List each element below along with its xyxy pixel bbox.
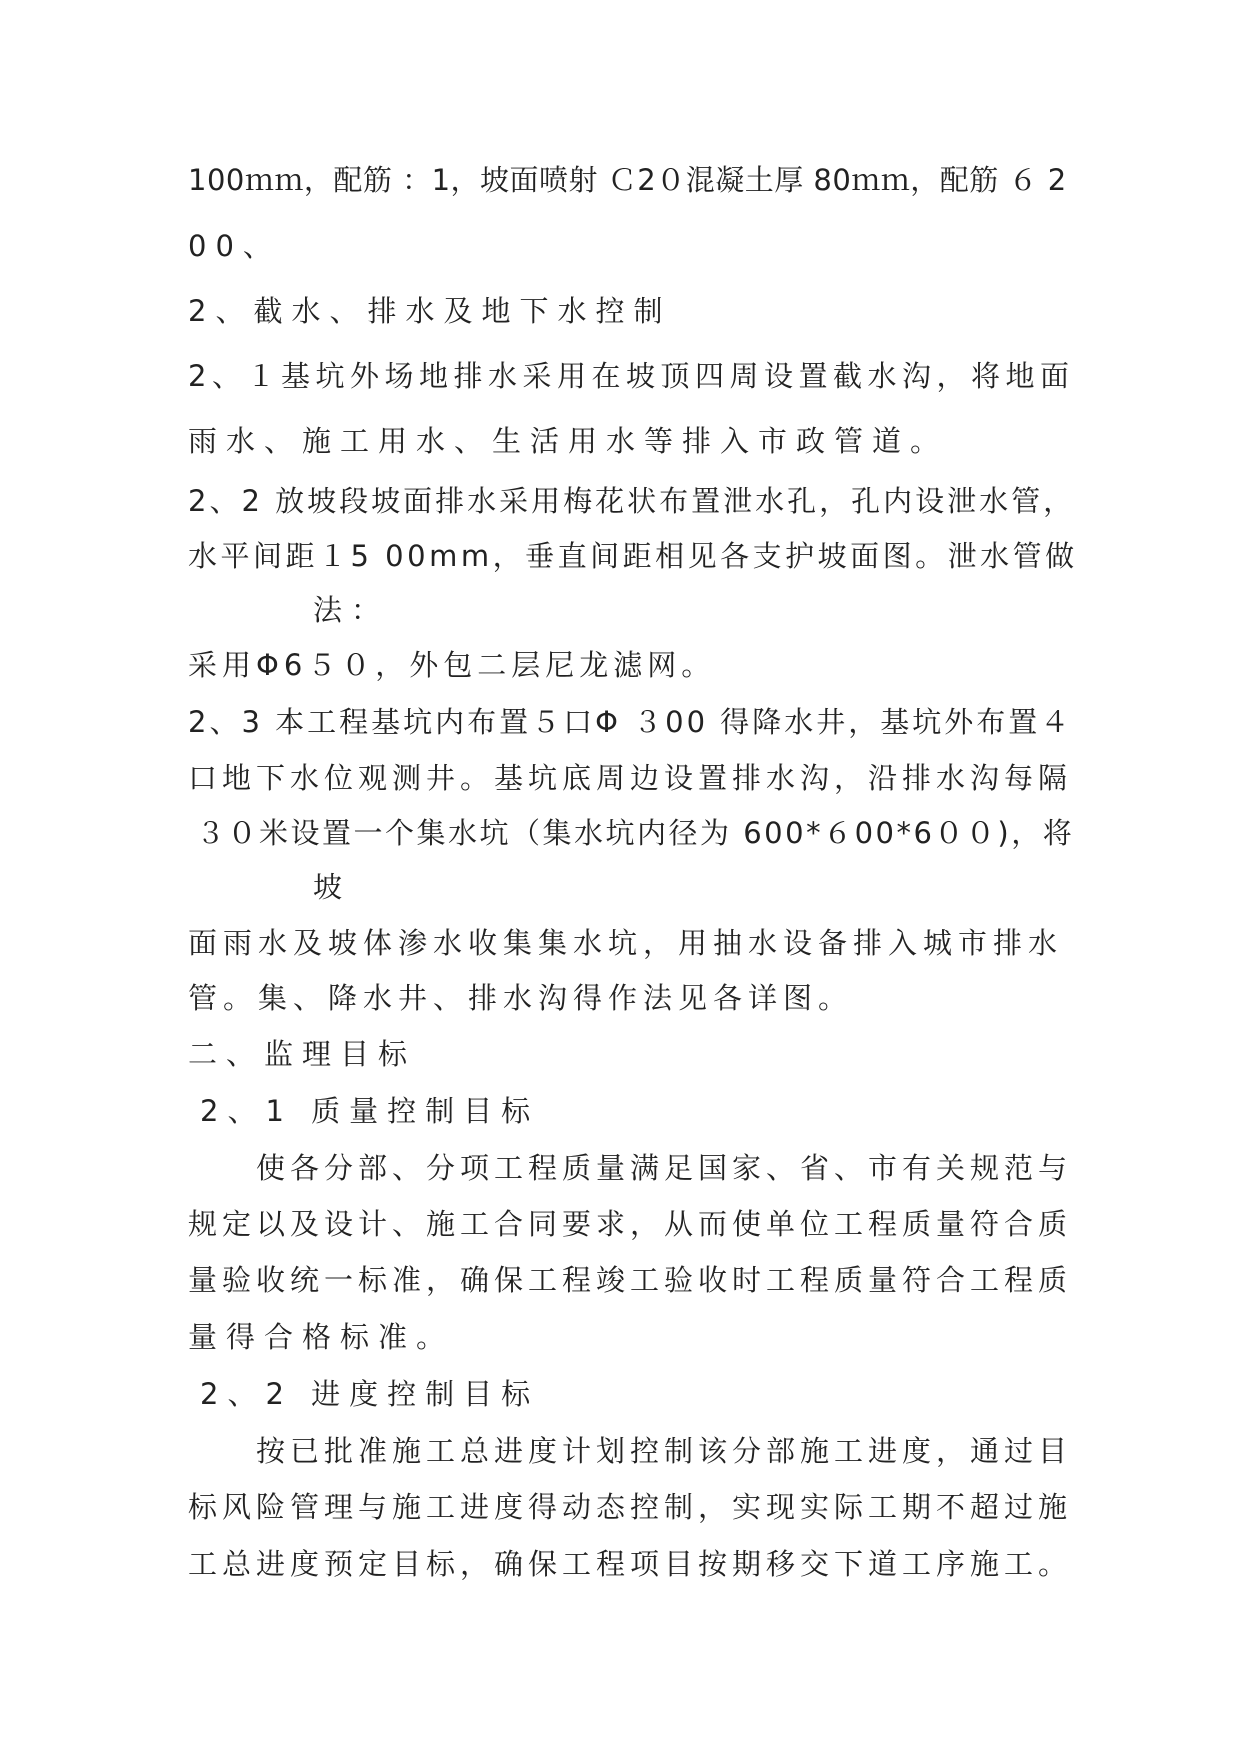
text-line: 按已批准施工总进度计划控制该分部施工进度，通过目	[256, 1434, 1073, 1468]
section-heading: 二、监理目标	[188, 1037, 417, 1071]
text-line: 00、	[188, 229, 281, 263]
section-heading: 2、截水、排水及地下水控制	[188, 294, 672, 328]
text-line: 2、2 放坡段坡面排水采用梅花状布置泄水孔，孔内设泄水管，	[188, 484, 1076, 518]
text-line: 采用Φ6５０，外包二层尼龙滤网。	[188, 648, 716, 682]
subsection-heading: 2、2 进度控制目标	[200, 1377, 540, 1411]
text-line: 规定以及设计、施工合同要求，从而使单位工程质量符合质	[188, 1207, 1073, 1241]
text-line: 雨水、施工用水、生活用水等排入市政管道。	[188, 424, 949, 458]
text-line: 坡	[313, 870, 352, 904]
text-line: 100ｍｍ，配筋 ：1，坡面喷射 Ｃ2０混凝土厚 80ｍｍ，配筋 ６ 2	[188, 163, 1067, 197]
subsection-heading: 2、1 质量控制目标	[200, 1094, 540, 1128]
text-line: 2、１基坑外场地排水采用在坡顶四周设置截水沟，将地面	[188, 359, 1075, 393]
text-line: 管。集、降水井、排水沟得作法见各详图。	[188, 981, 854, 1015]
text-line: 量得合格标准。	[188, 1320, 455, 1354]
text-line: ３０米设置一个集水坑（集水坑内径为 600*６00*6００)，将	[196, 816, 1075, 850]
text-line: 口地下水位观测井。基坑底周边设置排水沟，沿排水沟每隔	[188, 761, 1073, 795]
text-line: 法：	[313, 593, 390, 627]
text-line: 标风险管理与施工进度得动态控制，实现实际工期不超过施	[188, 1490, 1073, 1524]
text-line: 使各分部、分项工程质量满足国家、省、市有关规范与	[256, 1151, 1073, 1185]
text-line: 工总进度预定目标，确保工程项目按期移交下道工序施工。	[188, 1547, 1073, 1581]
text-line: 2、3 本工程基坑内布置５口Φ ３00 得降水井，基坑外布置４	[188, 705, 1073, 739]
text-line: 面雨水及坡体渗水收集集水坑，用抽水设备排入城市排水	[188, 926, 1064, 960]
text-line: 量验收统一标准，确保工程竣工验收时工程质量符合工程质	[188, 1263, 1073, 1297]
text-line: 水平间距１5 00mm，垂直间距相见各支护坡面图。泄水管做	[188, 539, 1078, 573]
